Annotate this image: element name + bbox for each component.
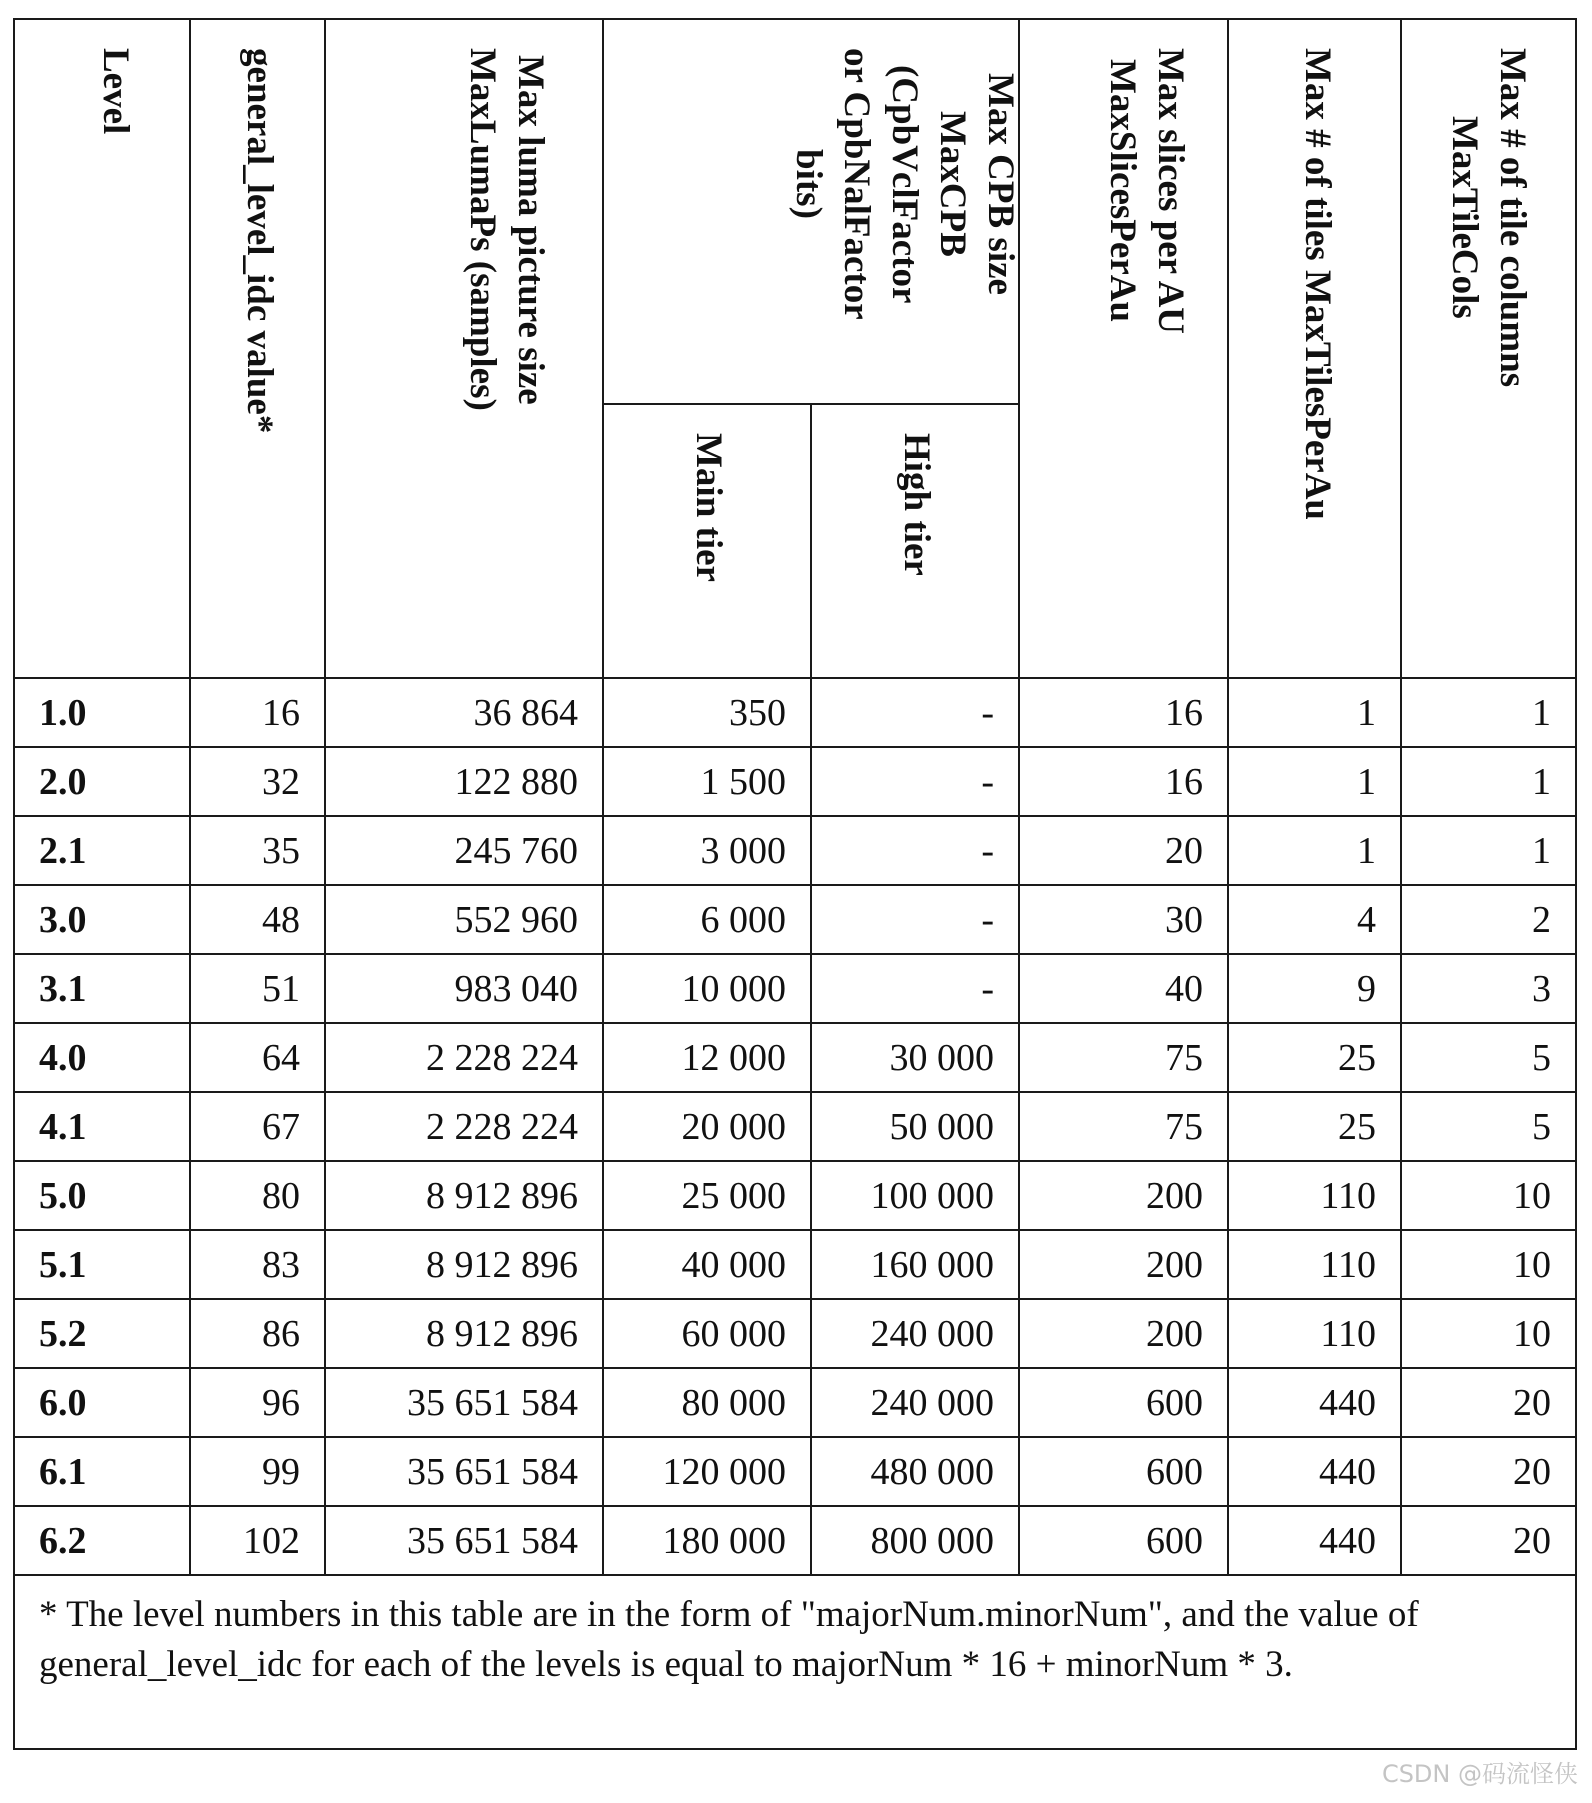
cell-tile-cols: 5 <box>1401 1092 1576 1161</box>
cell-tiles: 110 <box>1228 1230 1401 1299</box>
header-high-tier <box>811 404 1019 678</box>
cell-tiles: 1 <box>1228 678 1401 747</box>
cell-tile-cols: 1 <box>1401 747 1576 816</box>
cell-slices: 200 <box>1019 1299 1228 1368</box>
cell-tile-cols: 2 <box>1401 885 1576 954</box>
cell-main-tier: 80 000 <box>603 1368 811 1437</box>
header-tile-cols-label: Max # of tile columns MaxTileCols <box>1444 48 1533 388</box>
cell-main-tier: 20 000 <box>603 1092 811 1161</box>
cell-tile-cols: 5 <box>1401 1023 1576 1092</box>
cell-luma: 35 651 584 <box>325 1506 603 1575</box>
level-limits-table <box>13 18 1577 1750</box>
cell-main-tier: 60 000 <box>603 1299 811 1368</box>
cell-main-tier: 120 000 <box>603 1437 811 1506</box>
cell-main-tier: 1 500 <box>603 747 811 816</box>
cell-level: 5.1 <box>14 1230 190 1299</box>
header-cpb-label: Max CPB size MaxCPB (CpbVclFactor or CpbNalFactor bits) <box>788 48 1021 320</box>
cell-idc: 51 <box>190 954 325 1023</box>
cell-level: 4.0 <box>14 1023 190 1092</box>
cell-luma: 8 912 896 <box>325 1161 603 1230</box>
cell-idc: 83 <box>190 1230 325 1299</box>
cell-level: 6.1 <box>14 1437 190 1506</box>
table-row <box>14 678 1576 747</box>
cell-slices: 75 <box>1019 1092 1228 1161</box>
cell-idc: 64 <box>190 1023 325 1092</box>
footnote: * The level numbers in this table are in the form of "majorNum.minorNum", and the value of general_level_idc for each of the levels is equal to majorNum * 16 + minorNum * 3. <box>14 1575 1576 1749</box>
cell-luma: 35 651 584 <box>325 1437 603 1506</box>
header-high-tier-label: High tier <box>896 433 937 576</box>
table-body <box>14 678 1576 1749</box>
table-row <box>14 1230 1576 1299</box>
table-row <box>14 1299 1576 1368</box>
cell-high-tier: 50 000 <box>811 1092 1019 1161</box>
cell-idc: 32 <box>190 747 325 816</box>
header-tiles <box>1228 19 1401 678</box>
cell-tile-cols: 20 <box>1401 1506 1576 1575</box>
cell-level: 2.1 <box>14 816 190 885</box>
watermark: CSDN @码流怪侠 <box>1381 1760 1578 1788</box>
cell-tile-cols: 3 <box>1401 954 1576 1023</box>
cell-main-tier: 12 000 <box>603 1023 811 1092</box>
cell-tiles: 440 <box>1228 1368 1401 1437</box>
cell-luma: 8 912 896 <box>325 1299 603 1368</box>
cell-high-tier: 160 000 <box>811 1230 1019 1299</box>
cell-level: 5.2 <box>14 1299 190 1368</box>
cell-tile-cols: 10 <box>1401 1230 1576 1299</box>
cell-slices: 40 <box>1019 954 1228 1023</box>
header-tile-cols <box>1401 19 1576 678</box>
cell-tiles: 9 <box>1228 954 1401 1023</box>
cell-level: 6.0 <box>14 1368 190 1437</box>
cell-luma: 983 040 <box>325 954 603 1023</box>
cell-luma: 8 912 896 <box>325 1230 603 1299</box>
cell-tile-cols: 1 <box>1401 678 1576 747</box>
cell-main-tier: 6 000 <box>603 885 811 954</box>
cell-luma: 2 228 224 <box>325 1092 603 1161</box>
header-main-tier-label: Main tier <box>688 433 729 582</box>
cell-level: 3.0 <box>14 885 190 954</box>
header-slices <box>1019 19 1228 678</box>
cell-high-tier: - <box>811 885 1019 954</box>
table-row <box>14 1506 1576 1575</box>
cell-slices: 16 <box>1019 678 1228 747</box>
footnote-row <box>14 1575 1576 1749</box>
header-level <box>14 19 190 678</box>
cell-tiles: 440 <box>1228 1437 1401 1506</box>
header-slices-label: Max slices per AU MaxSlicesPerAu <box>1102 48 1191 335</box>
cell-tile-cols: 20 <box>1401 1368 1576 1437</box>
cell-high-tier: 480 000 <box>811 1437 1019 1506</box>
cell-slices: 600 <box>1019 1437 1228 1506</box>
cell-idc: 102 <box>190 1506 325 1575</box>
cell-level: 1.0 <box>14 678 190 747</box>
table-row <box>14 885 1576 954</box>
cell-level: 5.0 <box>14 1161 190 1230</box>
cell-main-tier: 180 000 <box>603 1506 811 1575</box>
cell-slices: 16 <box>1019 747 1228 816</box>
cell-idc: 99 <box>190 1437 325 1506</box>
header-idc <box>190 19 325 678</box>
cell-level: 2.0 <box>14 747 190 816</box>
cell-tiles: 1 <box>1228 747 1401 816</box>
cell-high-tier: 240 000 <box>811 1368 1019 1437</box>
cell-luma: 552 960 <box>325 885 603 954</box>
cell-slices: 600 <box>1019 1506 1228 1575</box>
cell-high-tier: - <box>811 678 1019 747</box>
cell-main-tier: 3 000 <box>603 816 811 885</box>
cell-idc: 96 <box>190 1368 325 1437</box>
table-row <box>14 1161 1576 1230</box>
cell-main-tier: 10 000 <box>603 954 811 1023</box>
table-row <box>14 747 1576 816</box>
cell-luma: 245 760 <box>325 816 603 885</box>
cell-high-tier: 240 000 <box>811 1299 1019 1368</box>
cell-main-tier: 350 <box>603 678 811 747</box>
cell-idc: 16 <box>190 678 325 747</box>
cell-luma: 2 228 224 <box>325 1023 603 1092</box>
header-luma-label: Max luma picture size MaxLumaPs (samples) <box>462 48 551 411</box>
cell-tiles: 25 <box>1228 1092 1401 1161</box>
cell-tiles: 110 <box>1228 1161 1401 1230</box>
cell-tile-cols: 20 <box>1401 1437 1576 1506</box>
header-cpb <box>603 19 1019 404</box>
cell-level: 4.1 <box>14 1092 190 1161</box>
cell-main-tier: 40 000 <box>603 1230 811 1299</box>
cell-high-tier: 100 000 <box>811 1161 1019 1230</box>
cell-tiles: 440 <box>1228 1506 1401 1575</box>
cell-idc: 80 <box>190 1161 325 1230</box>
table-row <box>14 1368 1576 1437</box>
cell-slices: 600 <box>1019 1368 1228 1437</box>
cell-tile-cols: 1 <box>1401 816 1576 885</box>
cell-tiles: 4 <box>1228 885 1401 954</box>
cell-slices: 30 <box>1019 885 1228 954</box>
cell-high-tier: 800 000 <box>811 1506 1019 1575</box>
cell-slices: 75 <box>1019 1023 1228 1092</box>
cell-slices: 200 <box>1019 1161 1228 1230</box>
cell-slices: 20 <box>1019 816 1228 885</box>
cell-tile-cols: 10 <box>1401 1161 1576 1230</box>
cell-idc: 67 <box>190 1092 325 1161</box>
cell-high-tier: 30 000 <box>811 1023 1019 1092</box>
cell-tiles: 110 <box>1228 1299 1401 1368</box>
cell-tile-cols: 10 <box>1401 1299 1576 1368</box>
cell-high-tier: - <box>811 954 1019 1023</box>
cell-tiles: 25 <box>1228 1023 1401 1092</box>
cell-high-tier: - <box>811 747 1019 816</box>
table-row <box>14 816 1576 885</box>
cell-main-tier: 25 000 <box>603 1161 811 1230</box>
header-idc-label: general_level_idc value* <box>239 48 280 434</box>
header-luma <box>325 19 603 678</box>
cell-idc: 35 <box>190 816 325 885</box>
cell-idc: 48 <box>190 885 325 954</box>
header-level-label: Level <box>95 48 136 135</box>
cell-high-tier: - <box>811 816 1019 885</box>
cell-luma: 36 864 <box>325 678 603 747</box>
table-row <box>14 1023 1576 1092</box>
cell-tiles: 1 <box>1228 816 1401 885</box>
cell-level: 6.2 <box>14 1506 190 1575</box>
cell-slices: 200 <box>1019 1230 1228 1299</box>
header-tiles-label: Max # of tiles MaxTilesPerAu <box>1297 48 1338 521</box>
cell-luma: 35 651 584 <box>325 1368 603 1437</box>
cell-level: 3.1 <box>14 954 190 1023</box>
header-main-tier <box>603 404 811 678</box>
cell-luma: 122 880 <box>325 747 603 816</box>
cell-idc: 86 <box>190 1299 325 1368</box>
table-row <box>14 1092 1576 1161</box>
table-row <box>14 954 1576 1023</box>
table-row <box>14 1437 1576 1506</box>
